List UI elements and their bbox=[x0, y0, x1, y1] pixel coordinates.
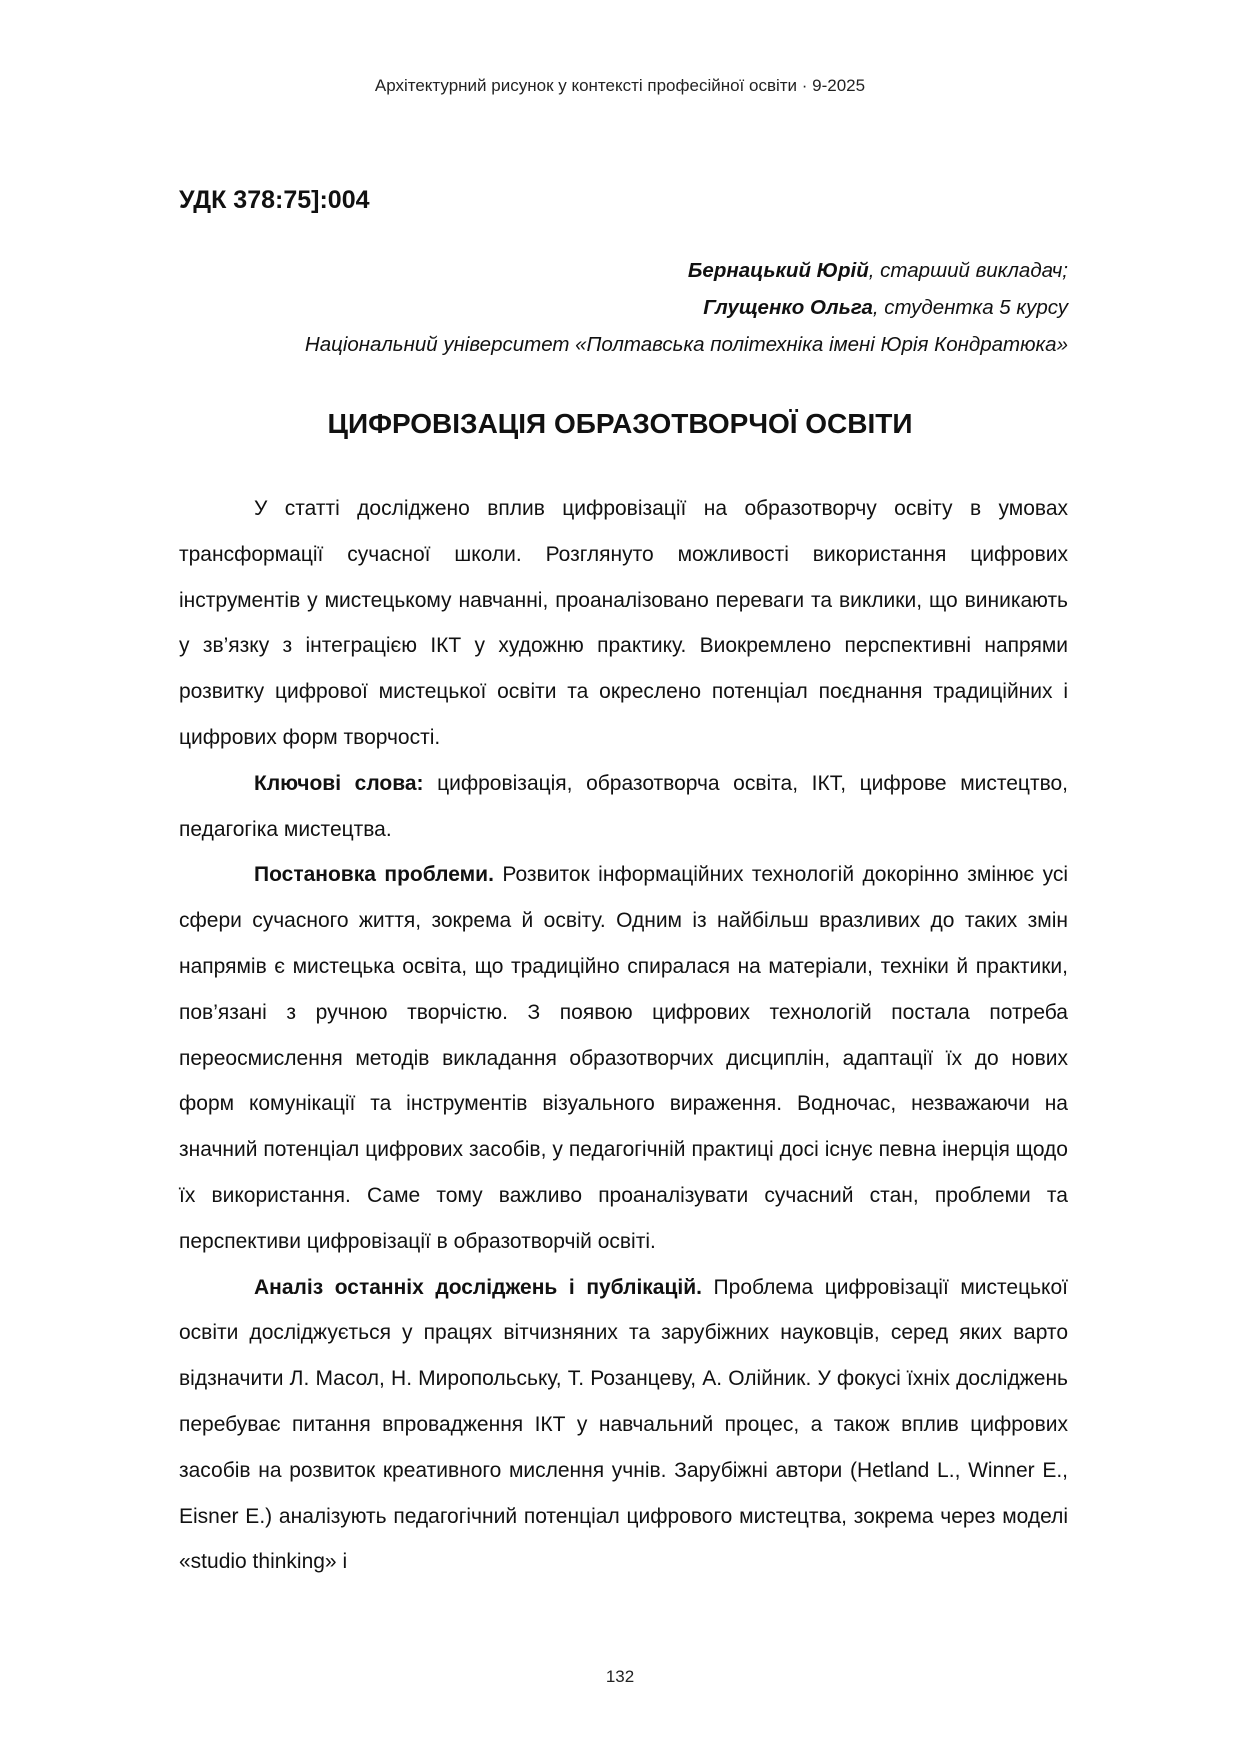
udk-code: УДК 378:75]:004 bbox=[179, 186, 370, 214]
abstract-paragraph: У статті досліджено вплив цифровізації на образотворчу освіту в умовах трансформації сучасної школи. Розглянуто можливості використання цифрових інструментів у мистецькому навчанні, проаналізовано переваги та виклики, що виникають у зв’язку з інтеграцією ІКТ у художню практику. Виокремлено перспективні напрями розвитку цифрової мистецької освіти та окреслено потенціал поєднання традиційних і цифрових форм творчості. bbox=[179, 497, 1068, 749]
author-line bbox=[168, 289, 1068, 326]
keywords-label: Ключові слова: bbox=[254, 771, 424, 795]
author-role: , старший викладач; bbox=[868, 259, 1068, 282]
article-body bbox=[179, 486, 1068, 1585]
analysis-paragraph bbox=[179, 1265, 1068, 1586]
author-line bbox=[168, 252, 1068, 289]
problem-paragraph bbox=[179, 852, 1068, 1264]
analysis-text: Проблема цифровізації мистецької освіти досліджується у працях вітчизняних та зарубіжних науковців, серед яких варто відзначити Л. Масол, Н. Миропольську, Т. Розанцеву, А. Олійник. У фокусі їхніх досліджень перебуває питання впровадження ІКТ у навчальний процес, а також вплив цифрових засобів на розвиток креативного мислення учнів. Зарубіжні автори (Hetland L., Winner E., Eisner E.) аналізують педагогічний потенціал цифрового мистецтва, зокрема через моделі «studio thinking» і bbox=[179, 1275, 1068, 1574]
keywords-paragraph bbox=[179, 761, 1068, 853]
author-name: Глущенко Ольга bbox=[703, 296, 873, 319]
keywords-text: цифровізація, образотворча освіта, ІКТ, цифрове мистецтво, педагогіка мистецтва. bbox=[179, 771, 1069, 841]
running-header: Архітектурний рисунок у контексті професійної освіти · 9-2025 bbox=[374, 76, 866, 95]
analysis-heading: Аналіз останніх досліджень і публікацій. bbox=[254, 1275, 702, 1299]
article-title: ЦИФРОВІЗАЦІЯ ОБРАЗОТВОРЧОЇ ОСВІТИ bbox=[327, 408, 913, 439]
problem-heading: Постановка проблеми. bbox=[254, 863, 494, 887]
affiliation: Національний університет «Полтавська політехніка імені Юрія Кондратюка» bbox=[304, 333, 1068, 356]
page-number: 132 bbox=[605, 1667, 635, 1686]
authors-block bbox=[168, 252, 1068, 363]
author-name: Бернацький Юрій bbox=[687, 259, 869, 282]
problem-text: Розвиток інформаційних технологій докорінно змінює усі сфери сучасного життя, зокрема й освіту. Одним із найбільш вразливих до таких змін напрямів є мистецька освіта, що традиційно спиралася на матеріали, техніки й практики, пов’язані з ручною творчістю. З появою цифрових технологій постала потреба переосмислення методів викладання образотворчих дисциплін, адаптації їх до нових форм комунікації та інструментів візуального вираження. Водночас, незважаючи на значний потенціал цифрових засобів, у педагогічній практиці досі існує певна інерція щодо їх використання. Саме тому важливо проаналізувати сучасний стан, проблеми та перспективи цифровізації в образотворчій освіті. bbox=[179, 863, 1069, 1253]
author-role: , студентка 5 курсу bbox=[872, 296, 1068, 319]
